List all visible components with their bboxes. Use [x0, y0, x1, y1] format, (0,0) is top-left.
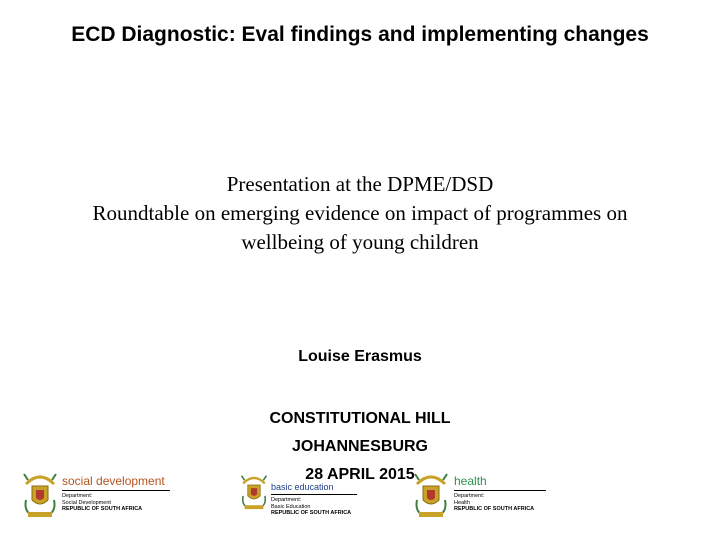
logo-department-name: health	[454, 474, 487, 488]
venue-place: CONSTITUTIONAL HILL	[269, 410, 451, 427]
logo-line-3: REPUBLIC OF SOUTH AFRICA	[454, 506, 535, 512]
social-development-logo	[22, 470, 172, 520]
logo-line-3: REPUBLIC OF SOUTH AFRICA	[62, 506, 143, 512]
logo-divider	[454, 490, 546, 491]
logo-line-2: Social Development	[62, 499, 111, 506]
logo-line-1: Department:	[454, 493, 485, 499]
logo-department-name: social development	[62, 474, 165, 488]
coat-of-arms-icon	[22, 470, 58, 520]
logo-line-1: Department:	[62, 493, 93, 499]
social-development-text	[62, 474, 170, 513]
slide-title: ECD Diagnostic: Eval findings and implementing changes	[71, 23, 649, 46]
logo-divider	[62, 490, 170, 491]
venue-city: JOHANNESBURG	[291, 438, 428, 455]
subtitle-line-3: wellbeing of young children	[241, 230, 479, 254]
basic-education-logo	[240, 470, 360, 520]
logo-line-2: Basic Education	[271, 503, 311, 510]
basic-education-text	[271, 482, 357, 517]
coat-of-arms-icon	[240, 470, 268, 514]
health-text	[454, 474, 546, 513]
logo-line-1: Department:	[271, 497, 302, 503]
coat-of-arms-icon	[413, 470, 449, 520]
subtitle-line-2: Roundtable on emerging evidence on impact of programmes on	[92, 201, 628, 225]
presentation-subtitle	[10, 170, 710, 257]
subtitle-line-1: Presentation at the DPME/DSD	[226, 172, 494, 196]
health-logo	[413, 470, 548, 520]
logo-divider	[271, 494, 357, 495]
presenter-name: Louise Erasmus	[298, 348, 422, 365]
logo-line-2: Health	[454, 499, 470, 506]
venue-date: 28 APRIL 2015	[305, 466, 415, 483]
logo-department-name: basic education	[271, 482, 334, 492]
logo-line-3: REPUBLIC OF SOUTH AFRICA	[271, 510, 352, 516]
